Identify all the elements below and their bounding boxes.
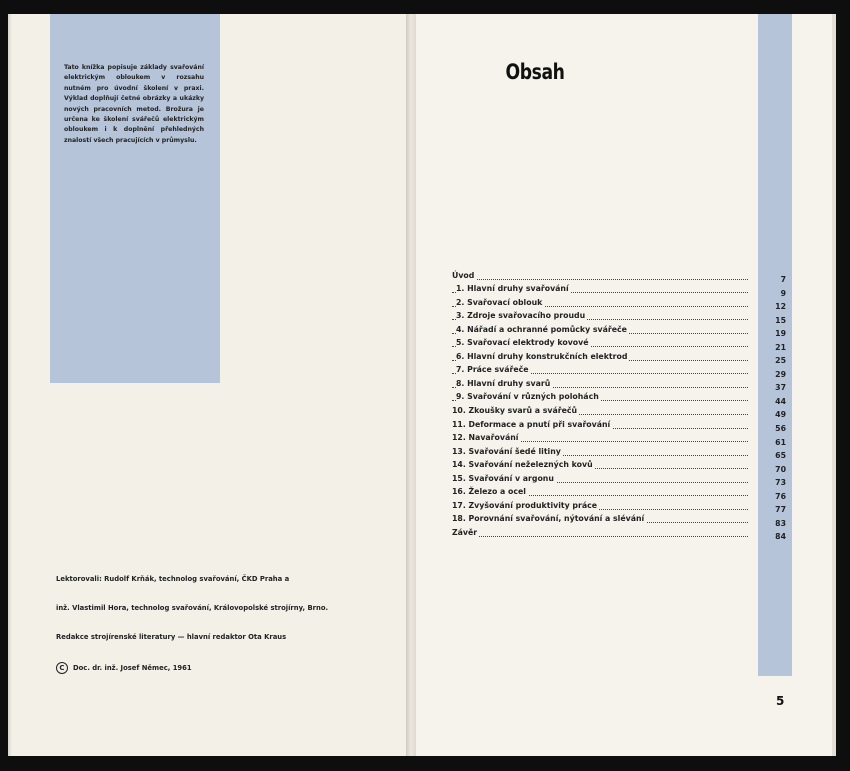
copyright-text: Doc. dr. inž. Josef Němec, 1961 <box>73 664 192 672</box>
toc-entry-label: 2. Svařovací oblouk <box>456 297 543 307</box>
toc-entry-page: 83 <box>775 518 786 528</box>
toc-entry-label: 8. Hlavní druhy svarů <box>456 378 551 388</box>
toc-title: Obsah <box>505 60 565 84</box>
toc-entry-page: 84 <box>775 532 786 542</box>
toc-leader-dots <box>452 536 748 537</box>
toc-entry-page: 9 <box>780 288 786 298</box>
toc-entry <box>452 295 788 312</box>
toc-entry-page: 49 <box>775 410 786 420</box>
toc-entry-label: 15. Svařování v argonu <box>452 473 554 483</box>
toc-entry <box>452 444 788 461</box>
toc-leader-dots <box>452 279 748 280</box>
toc-entry <box>452 268 788 282</box>
toc-entry <box>452 363 788 377</box>
toc-entry <box>452 498 788 515</box>
toc-entry-page: 61 <box>775 437 786 447</box>
toc-entry-page: 15 <box>775 315 786 325</box>
toc-entry-label: Úvod <box>452 270 475 280</box>
toc-entry-page: 37 <box>775 383 786 393</box>
toc-entry-page: 56 <box>775 424 786 434</box>
left-page-edge <box>8 14 12 756</box>
toc-entry <box>452 322 788 339</box>
toc-entry-page: 44 <box>775 396 786 406</box>
page-number: 5 <box>776 694 785 708</box>
toc-entry-label: 4. Nářadí a ochranné pomůcky svářeče <box>456 324 627 334</box>
toc-entry-label: 7. Práce svářeče <box>456 365 529 375</box>
toc-entry-page: 73 <box>775 478 786 488</box>
toc-entry-label: 5. Svařovací elektrody kovové <box>456 338 589 348</box>
credits-line-2: inž. Vlastimil Hora, technolog svařování, Královopolské strojírny, Brno. <box>56 604 329 612</box>
toc-entry-label: 11. Deformace a pnutí při svařování <box>452 419 611 429</box>
toc-entry-page: 21 <box>775 342 786 352</box>
toc-entry <box>452 336 788 350</box>
toc-entry-page: 29 <box>775 369 786 379</box>
toc-entry-page: 12 <box>775 302 786 312</box>
toc-entry-label: 1. Hlavní druhy svařování <box>456 284 569 294</box>
toc-entry <box>452 512 788 526</box>
right-page-edge <box>832 14 836 756</box>
toc-entry-label: 14. Svařování neželezných kovů <box>452 460 593 470</box>
toc-entry-label: Závěr <box>452 527 478 537</box>
toc-entry <box>452 376 788 393</box>
toc-entry-label: 3. Zdroje svařovacího proudu <box>456 311 586 321</box>
toc-entry <box>452 390 788 404</box>
toc-entry-label: 16. Železo a ocel <box>452 487 526 497</box>
toc-entry <box>452 471 788 488</box>
toc-entry <box>452 403 788 420</box>
toc-entry-label: 18. Porovnání svařování, nýtování a slévání <box>452 514 645 524</box>
toc-entry-page: 76 <box>775 491 786 501</box>
toc-entry <box>452 485 788 499</box>
toc-entry-label: 13. Svařování šedé litiny <box>452 446 561 456</box>
toc-entry <box>452 458 788 472</box>
toc-entry <box>452 309 788 323</box>
book-blurb: Tato knížka popisuje základy svařování elektrickým obloukem v rozsahu nutném pro úvodní školení v praxi. Výklad doplňují četné obrázky a ukázky nových pracovních metod. Brožura je určena ke školení svářečů elektrickým obloukem i k doplnění přehledných znalostí všech pracujících v průmyslu. <box>64 64 204 144</box>
toc-entry-label: 17. Zvyšování produktivity práce <box>452 500 597 510</box>
toc-entry <box>452 417 788 434</box>
toc-entry-label: 9. Svařování v různých polohách <box>456 392 599 402</box>
toc-entry-page: 19 <box>775 329 786 339</box>
copyright-line <box>56 662 192 674</box>
credits-line-3: Redakce strojírenské literatury — hlavní redaktor Ota Kraus <box>56 633 287 641</box>
table-of-contents <box>452 268 788 542</box>
toc-entry-page: 7 <box>780 275 786 284</box>
toc-entry-page: 65 <box>775 451 786 461</box>
toc-entry-label: 12. Navařování <box>452 433 519 443</box>
copyright-icon: C <box>56 662 68 674</box>
toc-entry-label: 6. Hlavní druhy konstrukčních elektrod <box>456 351 628 361</box>
toc-entry <box>452 282 788 296</box>
toc-entry <box>452 525 788 542</box>
toc-entry <box>452 431 788 445</box>
toc-entry-page: 70 <box>775 464 786 474</box>
toc-entry-label: 10. Zkoušky svarů a svářečů <box>452 406 578 416</box>
toc-entry-page: 77 <box>775 505 786 515</box>
credits-line-1: Lektorovali: Rudolf Krňák, technolog svařování, ČKD Praha a <box>56 575 290 583</box>
toc-entry-page: 25 <box>775 356 786 366</box>
toc-entry <box>452 349 788 366</box>
